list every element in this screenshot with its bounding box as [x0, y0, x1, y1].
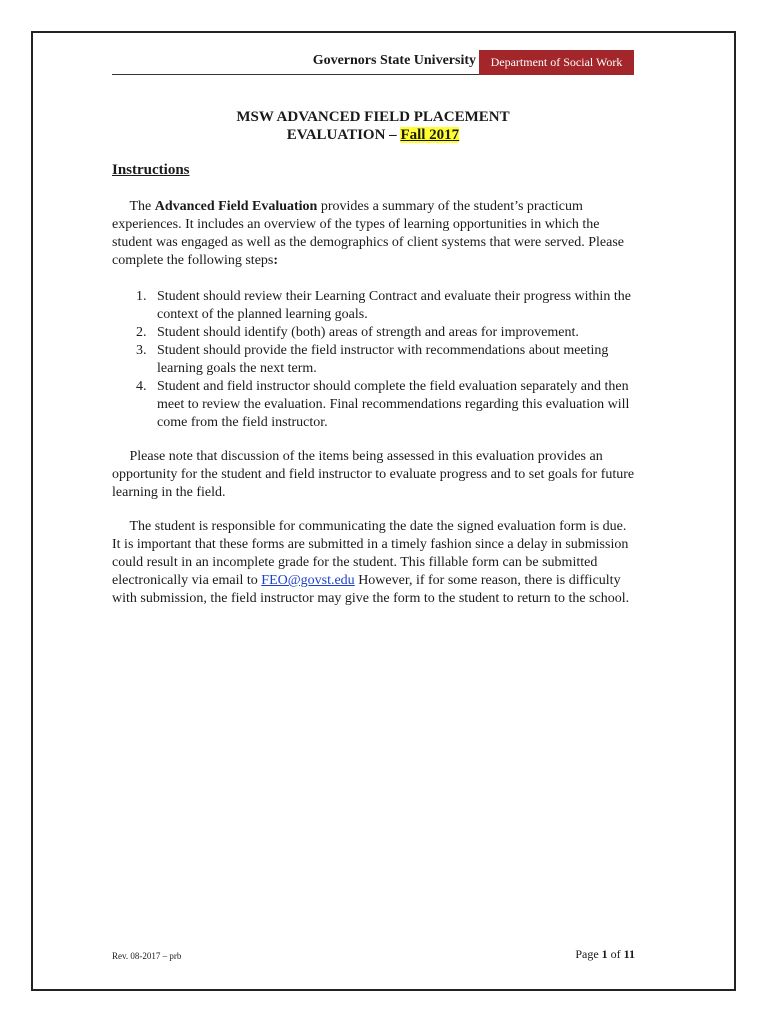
step-item — [112, 324, 637, 342]
step-number: 1. — [136, 289, 147, 304]
term-highlight: Fall 2017 — [400, 127, 460, 143]
intro-pre: The — [129, 199, 155, 214]
page-current: 1 — [601, 947, 608, 961]
step-text: Student should provide the field instructor with recommendations about meeting learning goals the next term. — [157, 343, 609, 376]
intro-text: provides a summary of the student’s practicum experiences. It includes an overview of the types of learning opportunities in which the student was engaged as well as the demographics of client systems that were served. Please complete the following steps — [112, 199, 625, 268]
responsibility-paragraph — [112, 518, 637, 608]
university-name: Governors State University — [312, 53, 476, 68]
intro-colon: : — [273, 253, 279, 268]
step-text: Student should review their Learning Contract and evaluate their progress within the context of the planned learning goals. — [157, 289, 631, 322]
responsibility-text-end: However, if for some reason, there is difficulty with submission, the field instructor may give the form to the student to return to the school. — [112, 573, 630, 606]
note-text: Please note that discussion of the items being assessed in this evaluation provides an opportunity for the student and field instructor to evaluate progress and to set goals for future learning in the field. — [112, 449, 635, 500]
page-of: of — [607, 947, 624, 961]
intro-bold: Advanced Field Evaluation — [154, 199, 318, 214]
intro-paragraph — [112, 198, 637, 270]
instructions-heading: Instructions — [112, 162, 190, 178]
revision-note: Rev. 08-2017 – prb — [112, 951, 182, 961]
page-total: 11 — [623, 947, 635, 961]
header-rule — [112, 74, 479, 75]
page-header — [112, 50, 634, 75]
title-line-1: MSW ADVANCED FIELD PLACEMENT — [236, 109, 510, 125]
step-item — [112, 288, 637, 324]
steps-list — [112, 288, 637, 432]
step-item — [112, 342, 637, 378]
step-number: 3. — [136, 343, 147, 358]
page-label: Page — [575, 947, 602, 961]
department-badge: Department of Social Work — [479, 50, 634, 75]
email-link[interactable]: FEO@govst.edu — [261, 573, 355, 588]
step-text: Student and field instructor should complete the field evaluation separately and then meet to review the evaluation. Final recommendations regarding this evaluation will come from the field instructor. — [157, 379, 630, 430]
title-evaluation: EVALUATION – — [286, 127, 401, 143]
note-paragraph — [112, 448, 637, 502]
step-number: 2. — [136, 325, 147, 340]
step-number: 4. — [136, 379, 147, 394]
responsibility-text: The student is responsible for communicating the date the signed evaluation form is due. It is important that these forms are submitted in a timely fashion since a delay in submission could result in an incomplete grade for the student. This fillable form can be submitted electronically via email to — [112, 519, 629, 588]
title-line-2 — [112, 126, 634, 144]
step-text: Student should identify (both) areas of strength and areas for improvement. — [157, 325, 579, 340]
document-title — [112, 108, 634, 144]
page-number — [575, 947, 635, 962]
step-item — [112, 378, 637, 432]
